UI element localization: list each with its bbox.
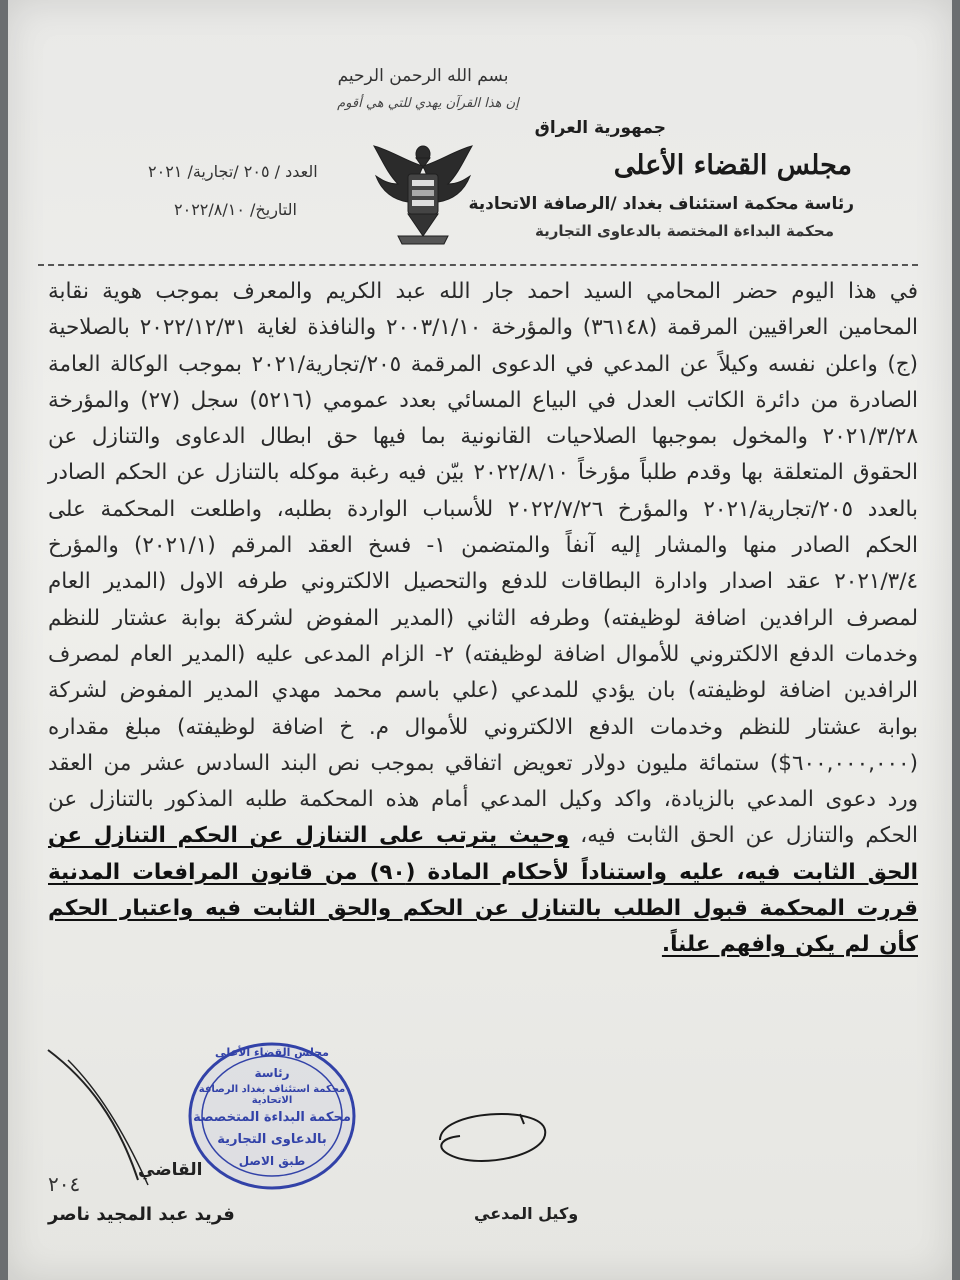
- case-date: التاريخ/ ٢٠٢٢/٨/١٠: [174, 200, 297, 219]
- stamp-line-5: بالدعاوى التجارية: [217, 1132, 327, 1147]
- stamp-line-3: محكمة استئناف بغداد الرصافة الاتحادية: [198, 1084, 346, 1106]
- stamp-line-2: رئاسة: [254, 1066, 290, 1080]
- stamp-line-4: محكمة البداءة المتخصصة: [193, 1110, 351, 1125]
- republic-title: جمهورية العراق: [534, 118, 666, 138]
- quran-verse: إن هذا القرآن يهدي للتي هي أقوم: [337, 96, 519, 111]
- stamp-line-1: مجلس القضاء الأعلى: [215, 1046, 329, 1059]
- body-paragraph: في هذا اليوم حضر المحامي السيد احمد جار الله عبد الكريم والمعرف بموجب هوية نقابة المحامين العراقيين المرقمة (٣٦١٤٨) والمؤرخة ٢٠٠٣/١/١٠ والنافذة لغاية ٢٠٢٢/١٢/٣١ بالصلاحية (ج) واعلن نفسه وكيلاً عن المدعي في الدعوى المرقمة ٢٠٥/تجارية/٢٠٢١ بموجب الوكالة العامة الصادرة من دائرة الكاتب العدل في البياع المسائي بعدد عمومي (٥٢١٦) سجل (٢٧) والمؤرخة ٢٠٢١/٣/٢٨ والمخول بموجبها الصلاحيات القانونية بما فيها حق ابطال الدعاوى والتنازل عن الحقوق المتعلقة بها وقدم طلباً مؤرخاً ٢٠٢٢/٨/١٠ بيّن فيه رغبة موكله بالتنازل عن الحكم الصادر بالعدد ٢٠٥/تجارية/٢٠٢١ والمؤرخ ٢٠٢٢/٧/٢٦ للأسباب الواردة بطلبه، واطلعت المحكمة على الحكم الصادر منها والمشار إليه آنفاً والمتضمن ١- فسخ العقد المرقم (٢٠٢١/١) والمؤرخ ٢٠٢١/٣/٤ عقد اصدار وادارة البطاقات للدفع والتحصيل الالكتروني طرفه الاول (المدير العام لمصرف الرافدين اضافة لوظيفته) وطرفه الثاني (المدير المفوض لشركة بوابة عشتار للنظم وخدمات الدفع الالكتروني للأموال اضافة لوظيفته) ٢- الزام المدعى عليه (المدير العام لمصرف الرافدين اضافة لوظيفته) بان يؤدي للمدعي (علي باسم محمد مهدي المدير المفوض لشركة بوابة عشتار للنظم وخدمات الدفع الالكتروني للأموال م. خ اضافة لوظيفته) مبلغ مقداره (٦٠٠,٠٠٠,٠٠٠$) ستمائة مليون دولار تعويض اتفاقي بموجب نص البند السادس عشر من العقد ورد دعوى المدعي بالزيادة، واكد وكيل المدعي أمام هذه المحكمة طلبه المذكور بالتنازل عن الحكم والتنازل عن الحق الثابت فيه،: [48, 279, 919, 849]
- judge-number: ٢٠٤: [48, 1172, 81, 1196]
- basmala: بسم الله الرحمن الرحيم: [337, 66, 509, 86]
- header-divider: [38, 264, 918, 266]
- decision-text: وحيث يترتب على التنازل عن الحكم التنازل عن الحق الثابت فيه، عليه واستناداً لأحكام المادة (٩٠) من قانون المرافعات المدنية قررت المحكمة قبول الطلب بالتنازل عن الحكم والحق الثابت فيه واعتبار الحكم كأن لم يكن وافهم علناً.: [48, 823, 919, 958]
- document-page: [8, 0, 952, 1280]
- stamp-line-6: طبق الاصل: [238, 1154, 306, 1168]
- judge-name: فريد عبد المجيد ناصر: [48, 1204, 235, 1225]
- court-title: محكمة البداءة المختصة بالدعاوى التجارية: [535, 222, 834, 240]
- council-title: مجلس القضاء الأعلى: [613, 150, 852, 181]
- presidency-title: رئاسة محكمة استئناف بغداد /الرصافة الاتحادية: [468, 194, 854, 214]
- official-stamp: [186, 1040, 358, 1192]
- case-number: العدد / ٢٠٥ /تجارية/ ٢٠٢١: [148, 162, 318, 181]
- eagle-emblem-icon: [368, 140, 478, 258]
- attorney-signature-icon: [420, 1100, 560, 1180]
- judge-title: القاضي: [138, 1160, 203, 1180]
- attorney-label: وكيل المدعي: [474, 1204, 579, 1223]
- document-body: [48, 274, 918, 964]
